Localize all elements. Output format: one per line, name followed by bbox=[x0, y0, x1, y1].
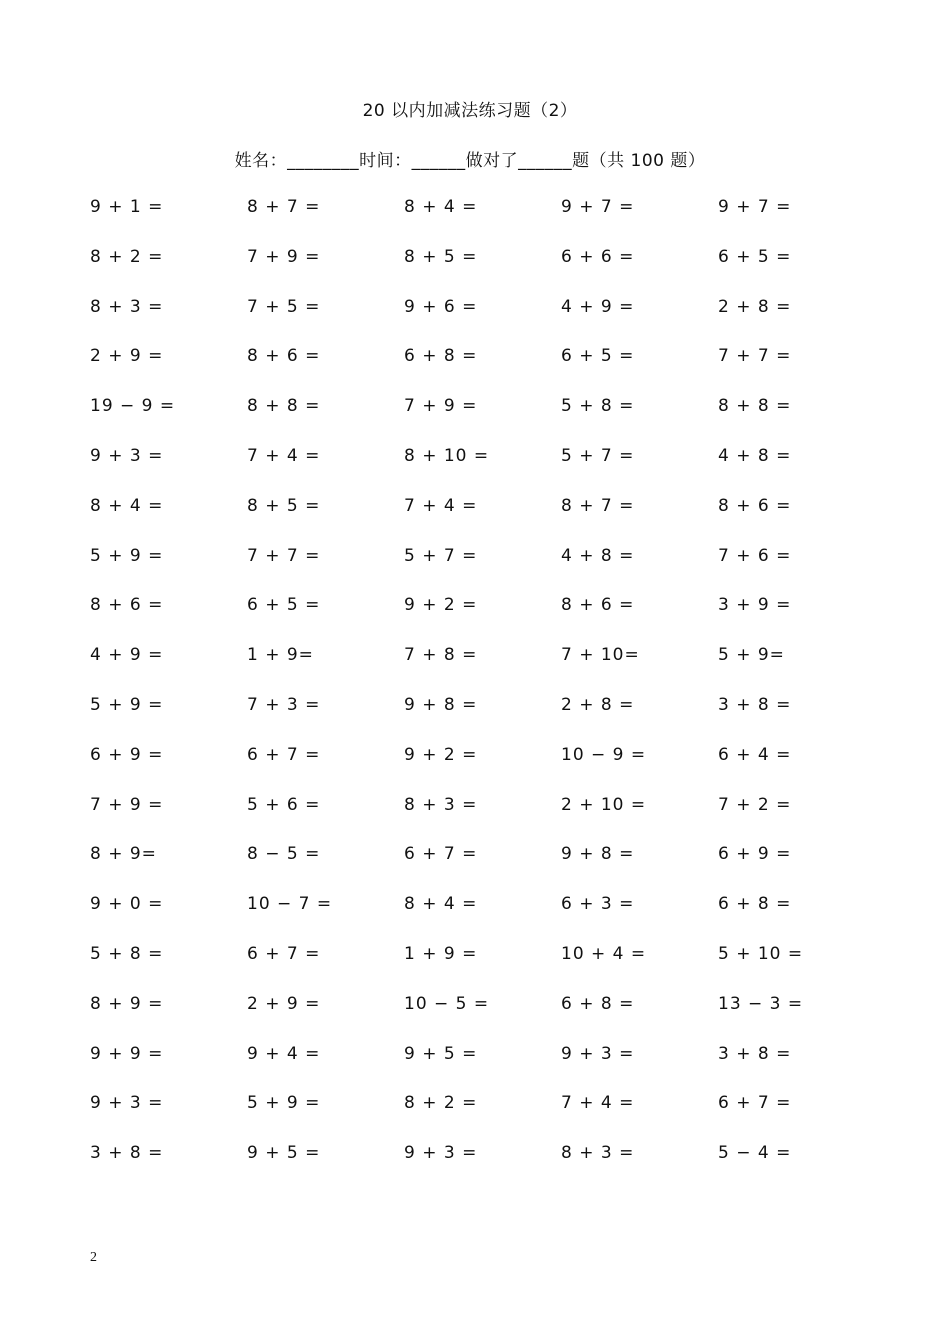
problem-grid bbox=[90, 194, 875, 1190]
math-problem: 7 + 2 = bbox=[718, 794, 792, 815]
page-number: 2 bbox=[90, 1250, 97, 1265]
math-problem: 7 + 9 = bbox=[247, 246, 321, 267]
math-problem: 9 + 1 = bbox=[90, 197, 164, 217]
math-problem: 8 + 4 = bbox=[90, 495, 164, 516]
problem-row bbox=[90, 941, 875, 991]
math-problem: 3 + 8 = bbox=[718, 1043, 792, 1064]
math-problem: 8 + 6 = bbox=[561, 595, 635, 616]
problem-row bbox=[90, 244, 875, 294]
math-problem: 5 + 10 = bbox=[718, 943, 804, 964]
math-problem: 9 + 2 = bbox=[404, 744, 478, 765]
math-problem: 9 + 3 = bbox=[90, 1093, 164, 1114]
math-problem: 9 + 3 = bbox=[90, 445, 164, 466]
page-title: 20 以内加减法练习题（2） bbox=[362, 101, 578, 121]
math-problem: 6 + 5 = bbox=[247, 595, 321, 616]
math-problem: 6 + 8 = bbox=[718, 894, 792, 915]
math-problem: 6 + 3 = bbox=[561, 894, 635, 915]
problem-row bbox=[90, 642, 875, 692]
math-problem: 8 + 9 = bbox=[90, 993, 164, 1014]
problem-row bbox=[90, 1041, 875, 1091]
problem-row bbox=[90, 493, 875, 543]
math-problem: 8 + 2 = bbox=[404, 1093, 478, 1114]
problem-row bbox=[90, 1140, 875, 1190]
math-problem: 10 + 4 = bbox=[561, 943, 647, 964]
math-problem: 5 + 9 = bbox=[90, 694, 164, 715]
problem-row bbox=[90, 443, 875, 493]
math-problem: 8 + 3 = bbox=[90, 296, 164, 317]
math-problem: 9 + 5 = bbox=[404, 1043, 478, 1064]
math-problem: 6 + 5 = bbox=[718, 246, 792, 267]
math-problem: 9 + 7 = bbox=[718, 197, 792, 217]
math-problem: 6 + 7 = bbox=[718, 1093, 792, 1114]
problem-row bbox=[90, 194, 875, 244]
math-problem: 4 + 9 = bbox=[90, 645, 164, 666]
math-problem: 10 − 5 = bbox=[404, 993, 490, 1014]
math-problem: 9 + 7 = bbox=[561, 197, 635, 217]
math-problem: 3 + 8 = bbox=[90, 1143, 164, 1164]
math-problem: 8 + 6 = bbox=[90, 595, 164, 616]
math-problem: 2 + 8 = bbox=[718, 296, 792, 317]
problem-row bbox=[90, 1090, 875, 1140]
math-problem: 2 + 9 = bbox=[90, 346, 164, 367]
math-problem: 9 + 8 = bbox=[561, 844, 635, 865]
problem-row bbox=[90, 592, 875, 642]
math-problem: 3 + 9 = bbox=[718, 595, 792, 616]
math-problem: 9 + 0 = bbox=[90, 894, 164, 915]
math-problem: 8 + 10 = bbox=[404, 445, 490, 466]
math-problem: 2 + 9 = bbox=[247, 993, 321, 1014]
math-problem: 5 + 7 = bbox=[404, 545, 478, 566]
math-problem: 9 + 2 = bbox=[404, 595, 478, 616]
math-problem: 9 + 3 = bbox=[404, 1143, 478, 1164]
math-problem: 7 + 4 = bbox=[247, 445, 321, 466]
math-problem: 8 + 5 = bbox=[404, 246, 478, 267]
math-problem: 5 + 8 = bbox=[561, 396, 635, 417]
math-problem: 2 + 8 = bbox=[561, 694, 635, 715]
math-problem: 7 + 5 = bbox=[247, 296, 321, 317]
math-problem: 5 + 7 = bbox=[561, 445, 635, 466]
math-problem: 6 + 9 = bbox=[718, 844, 792, 865]
math-problem: 8 + 6 = bbox=[247, 346, 321, 367]
problem-row bbox=[90, 393, 875, 443]
math-problem: 13 − 3 = bbox=[718, 993, 804, 1014]
math-problem: 7 + 3 = bbox=[247, 694, 321, 715]
math-problem: 3 + 8 = bbox=[718, 694, 792, 715]
math-problem: 1 + 9= bbox=[247, 645, 314, 666]
math-problem: 9 + 5 = bbox=[247, 1143, 321, 1164]
student-info-line: 姓名：________时间：______做对了______题（共 100 题） bbox=[234, 151, 706, 171]
math-problem: 8 + 4 = bbox=[404, 894, 478, 915]
math-problem: 9 + 9 = bbox=[90, 1043, 164, 1064]
math-problem: 8 + 4 = bbox=[404, 197, 478, 217]
math-problem: 7 + 4 = bbox=[404, 495, 478, 516]
math-problem: 9 + 6 = bbox=[404, 296, 478, 317]
math-problem: 10 − 9 = bbox=[561, 744, 647, 765]
math-problem: 7 + 9 = bbox=[90, 794, 164, 815]
math-problem: 4 + 9 = bbox=[561, 296, 635, 317]
math-problem: 8 + 6 = bbox=[718, 495, 792, 516]
problem-row bbox=[90, 543, 875, 593]
math-problem: 8 − 5 = bbox=[247, 844, 321, 865]
math-problem: 10 − 7 = bbox=[247, 894, 333, 915]
math-problem: 8 + 3 = bbox=[404, 794, 478, 815]
math-problem: 2 + 10 = bbox=[561, 794, 647, 815]
math-problem: 6 + 8 = bbox=[561, 993, 635, 1014]
math-problem: 6 + 6 = bbox=[561, 246, 635, 267]
math-problem: 6 + 4 = bbox=[718, 744, 792, 765]
math-problem: 5 + 9= bbox=[718, 645, 785, 666]
math-problem: 7 + 4 = bbox=[561, 1093, 635, 1114]
math-problem: 7 + 6 = bbox=[718, 545, 792, 566]
math-problem: 9 + 8 = bbox=[404, 694, 478, 715]
math-problem: 7 + 9 = bbox=[404, 396, 478, 417]
math-problem: 8 + 2 = bbox=[90, 246, 164, 267]
math-problem: 7 + 7 = bbox=[247, 545, 321, 566]
math-problem: 8 + 3 = bbox=[561, 1143, 635, 1164]
math-problem: 8 + 5 = bbox=[247, 495, 321, 516]
math-problem: 7 + 10= bbox=[561, 645, 640, 666]
math-problem: 8 + 7 = bbox=[247, 197, 321, 217]
math-problem: 5 + 9 = bbox=[247, 1093, 321, 1114]
math-problem: 6 + 8 = bbox=[404, 346, 478, 367]
math-problem: 5 + 6 = bbox=[247, 794, 321, 815]
math-problem: 8 + 8 = bbox=[718, 396, 792, 417]
math-problem: 5 − 4 = bbox=[718, 1143, 792, 1164]
math-problem: 8 + 8 = bbox=[247, 396, 321, 417]
math-problem: 7 + 7 = bbox=[718, 346, 792, 367]
math-problem: 8 + 7 = bbox=[561, 495, 635, 516]
math-problem: 9 + 3 = bbox=[561, 1043, 635, 1064]
math-problem: 4 + 8 = bbox=[561, 545, 635, 566]
math-problem: 4 + 8 = bbox=[718, 445, 792, 466]
math-problem: 6 + 5 = bbox=[561, 346, 635, 367]
math-problem: 5 + 8 = bbox=[90, 943, 164, 964]
math-problem: 9 + 4 = bbox=[247, 1043, 321, 1064]
problem-row bbox=[90, 294, 875, 344]
math-problem: 5 + 9 = bbox=[90, 545, 164, 566]
problem-row bbox=[90, 343, 875, 393]
problem-row bbox=[90, 891, 875, 941]
math-problem: 6 + 7 = bbox=[247, 943, 321, 964]
math-problem: 1 + 9 = bbox=[404, 943, 478, 964]
problem-row bbox=[90, 991, 875, 1041]
math-problem: 6 + 9 = bbox=[90, 744, 164, 765]
problem-row bbox=[90, 692, 875, 742]
problem-row bbox=[90, 792, 875, 842]
math-problem: 19 − 9 = bbox=[90, 396, 176, 417]
math-problem: 6 + 7 = bbox=[247, 744, 321, 765]
math-problem: 8 + 9= bbox=[90, 844, 157, 865]
problem-row bbox=[90, 742, 875, 792]
problem-row bbox=[90, 841, 875, 891]
math-problem: 7 + 8 = bbox=[404, 645, 478, 666]
math-problem: 6 + 7 = bbox=[404, 844, 478, 865]
